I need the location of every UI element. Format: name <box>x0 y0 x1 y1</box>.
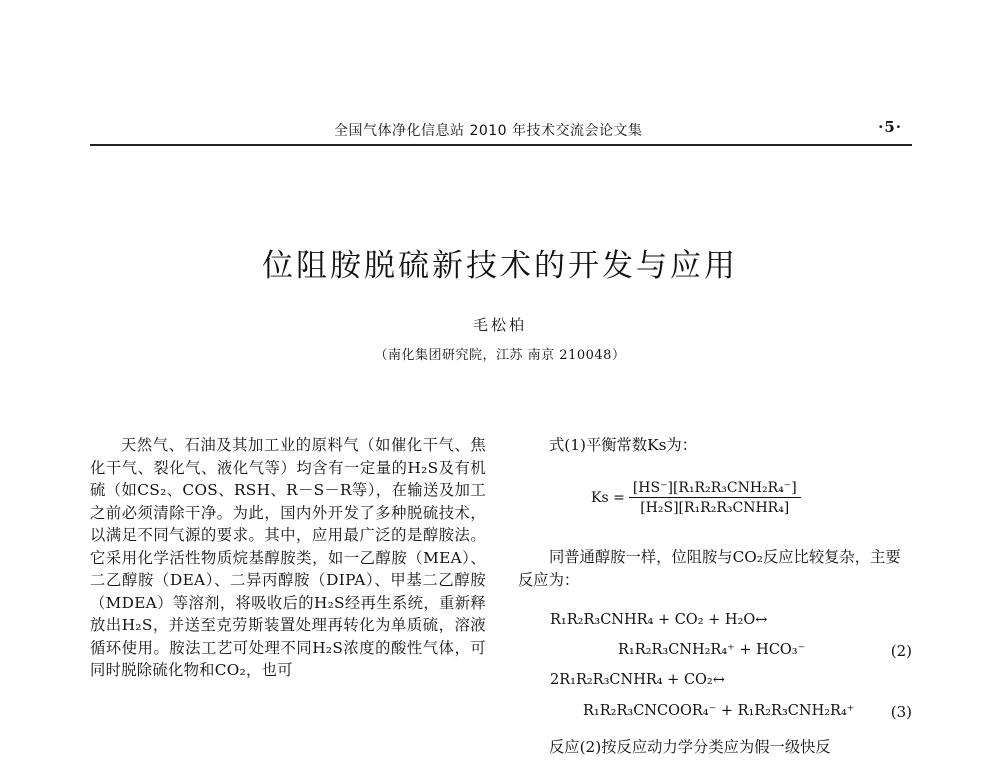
ks-lhs: Ks = <box>591 490 625 506</box>
equation-3-number: (3) <box>890 703 912 721</box>
body-paragraph: 天然气、石油及其加工业的原料气（如催化干气、焦化干气、裂化气、液化气等）均含有一定量的H₂S及有机硫（如CS₂、COS、RSH、R－S－R等），在输送及加工之前必须清除干净。为此，国内外开发了多种脱硫技术，以满足不同气源的要求。其中，应用最广泛的是醇胺法。它采用化学活性物质烷基醇胺类，如一乙醇胺（MEA）、二乙醇胺（DEA）、二异丙醇胺（DIPA）、甲基二乙醇胺（MDEA）等溶剂，将吸收后的H₂S经再生系统，重新释放出H₂S，并送至克劳斯装置处理再转化为单质硫，溶液循环使用。胺法工艺可处理不同H₂S浓度的酸性气体，可同时脱除硫化物和CO₂，也可 <box>90 436 486 679</box>
author-affiliation: （南化集团研究院，江苏 南京 210048） <box>374 348 626 363</box>
left-column <box>90 434 486 682</box>
ks-equation <box>591 480 801 516</box>
equation-3-line1: 2R₁R₂R₃CNHR₄ + CO₂↔ <box>550 672 725 688</box>
header-title: 全国气体净化信息站 2010 年技术交流会论文集 <box>334 123 643 139</box>
page-number: ·5· <box>878 118 902 136</box>
paper-title: 位阻胺脱硫新技术的开发与应用 <box>262 248 738 284</box>
equation-2-line1: R₁R₂R₃CNHR₄ + CO₂ + H₂O↔ <box>550 612 768 628</box>
ks-fraction <box>629 480 801 516</box>
author-name: 毛松柏 <box>472 316 527 334</box>
running-header <box>90 118 912 146</box>
reaction-intro: 同普通醇胺一样，位阻胺与CO₂反应比较复杂，主要反应为： <box>518 548 901 589</box>
ks-numerator: [HS⁻][R₁R₂R₃CNH₂R₄⁻] <box>629 480 801 498</box>
ks-denominator: [H₂S][R₁R₂R₃CNHR₄] <box>640 500 790 516</box>
equation-2-number: (2) <box>890 642 912 660</box>
equation-3-line2: R₁R₂R₃CNCOOR₄⁻ + R₁R₂R₃CNH₂R₄⁺ <box>583 703 855 719</box>
reaction-continuation: 反应(2)按反应动力学分类应为假一级快反 <box>549 738 831 756</box>
ks-intro: 式(1)平衡常数Ks为： <box>549 436 698 454</box>
reaction-paragraph <box>518 546 912 591</box>
equation-2-line2: R₁R₂R₃CNH₂R₄⁺ + HCO₃⁻ <box>618 642 806 658</box>
